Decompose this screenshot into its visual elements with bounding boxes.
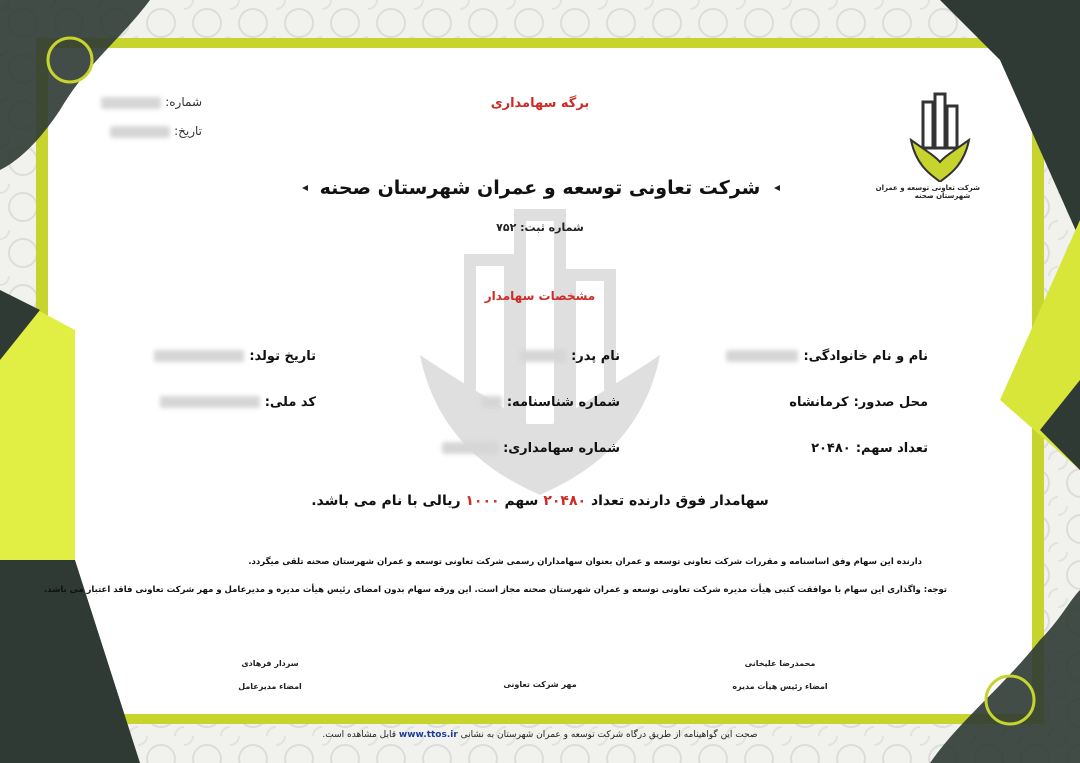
father-name-redacted xyxy=(520,350,566,362)
footer-text-before: صحت این گواهینامه از طریق درگاه شرکت توسعه و عمران شهرستان به نشانی xyxy=(460,730,758,740)
id-number-label: شماره شناسنامه: xyxy=(506,395,620,410)
full-name-field xyxy=(700,345,928,364)
statement-amount: ۱۰۰۰ xyxy=(465,493,500,509)
national-code-label: کد ملی: xyxy=(264,395,316,410)
date-label: تاریخ: xyxy=(174,124,202,138)
chairman-title: امضاء رئیس هیأت مدیره xyxy=(732,682,828,691)
issue-place-label: محل صدور: xyxy=(853,395,928,410)
date-row xyxy=(90,124,202,138)
ornament-left-icon xyxy=(300,171,308,205)
logo-text-2: شهرستان صحنه xyxy=(914,192,971,200)
ceo-title: امضاء مدیرعامل xyxy=(238,682,302,691)
chairman-name: محمدرضا علیخانی xyxy=(744,659,816,668)
number-redacted xyxy=(101,97,161,109)
footer-text-after: قابل مشاهده است. xyxy=(322,730,397,740)
father-name-field xyxy=(470,345,620,364)
shareholder-number-label: شماره سهامداری: xyxy=(503,441,620,456)
company-title-row xyxy=(300,170,780,206)
full-name-redacted xyxy=(726,350,798,362)
note-line-1: دارنده این سهام وفق اساسنامه و مقررات شرکت تعاونی توسعه و عمران بعنوان سهامداران رسمی شرکت تعاونی توسعه و عمران شهرستان صحنه تلقی میگردد. xyxy=(248,557,922,567)
date-redacted xyxy=(110,126,170,138)
number-row xyxy=(90,95,202,109)
national-code-field xyxy=(150,391,316,410)
shareholder-number-redacted xyxy=(442,442,498,454)
note-line-2: توجه: واگذاری این سهام با موافقت کتبی هیأت مدیره شرکت تعاونی توسعه و عمران شهرستان صحنه مجاز است. این ورقه سهام بدون امضای رئیس هیأت مدیره و مدیرعامل و مهر شرکت تعاونی فاقد اعتبار می باشد. xyxy=(43,585,947,595)
ornament-right-icon xyxy=(772,171,780,205)
website-link[interactable]: www.ttos.ir xyxy=(398,730,458,740)
full-name-label: نام و نام خانوادگی: xyxy=(803,349,928,364)
logo-icon xyxy=(905,92,975,182)
shareholder-number-field xyxy=(440,437,620,456)
company-name: شرکت تعاونی توسعه و عمران شهرستان صحنه xyxy=(319,177,761,199)
statement-middle: سهم xyxy=(504,493,539,509)
number-label: شماره: xyxy=(165,95,202,109)
birth-date-field xyxy=(150,345,316,364)
verification-footer xyxy=(210,730,870,740)
top-left-flourish xyxy=(0,0,150,170)
registration-number: شماره ثبت: ۷۵۲ xyxy=(496,221,584,234)
share-count-label: تعداد سهم: xyxy=(855,441,928,456)
id-number-field xyxy=(470,391,620,410)
birth-date-label: تاریخ تولد: xyxy=(249,349,316,364)
issue-place-field xyxy=(700,391,928,410)
id-number-redacted xyxy=(482,396,502,408)
sheet-title: برگه سهامداری xyxy=(490,96,590,111)
statement-suffix: ریالی با نام می باشد. xyxy=(311,493,461,509)
seal-label: مهر شرکت تعاونی xyxy=(503,680,577,689)
ceo-name: سردار فرهادی xyxy=(241,659,299,668)
share-count-value: ۲۰۴۸۰ xyxy=(811,441,851,456)
section-title: مشخصات سهامدار xyxy=(484,289,596,303)
national-code-redacted xyxy=(160,396,260,408)
share-count-field xyxy=(700,437,928,456)
birth-date-redacted xyxy=(154,350,244,362)
shares-statement xyxy=(300,493,780,509)
statement-prefix: سهامدار فوق دارنده تعداد xyxy=(590,493,769,509)
logo-text-1: شرکت تعاونی توسعه و عمران xyxy=(875,184,980,192)
statement-count: ۲۰۴۸۰ xyxy=(543,493,587,509)
company-logo xyxy=(875,92,980,200)
father-name-label: نام پدر: xyxy=(571,349,620,364)
issue-place-value: کرمانشاه xyxy=(789,395,849,410)
